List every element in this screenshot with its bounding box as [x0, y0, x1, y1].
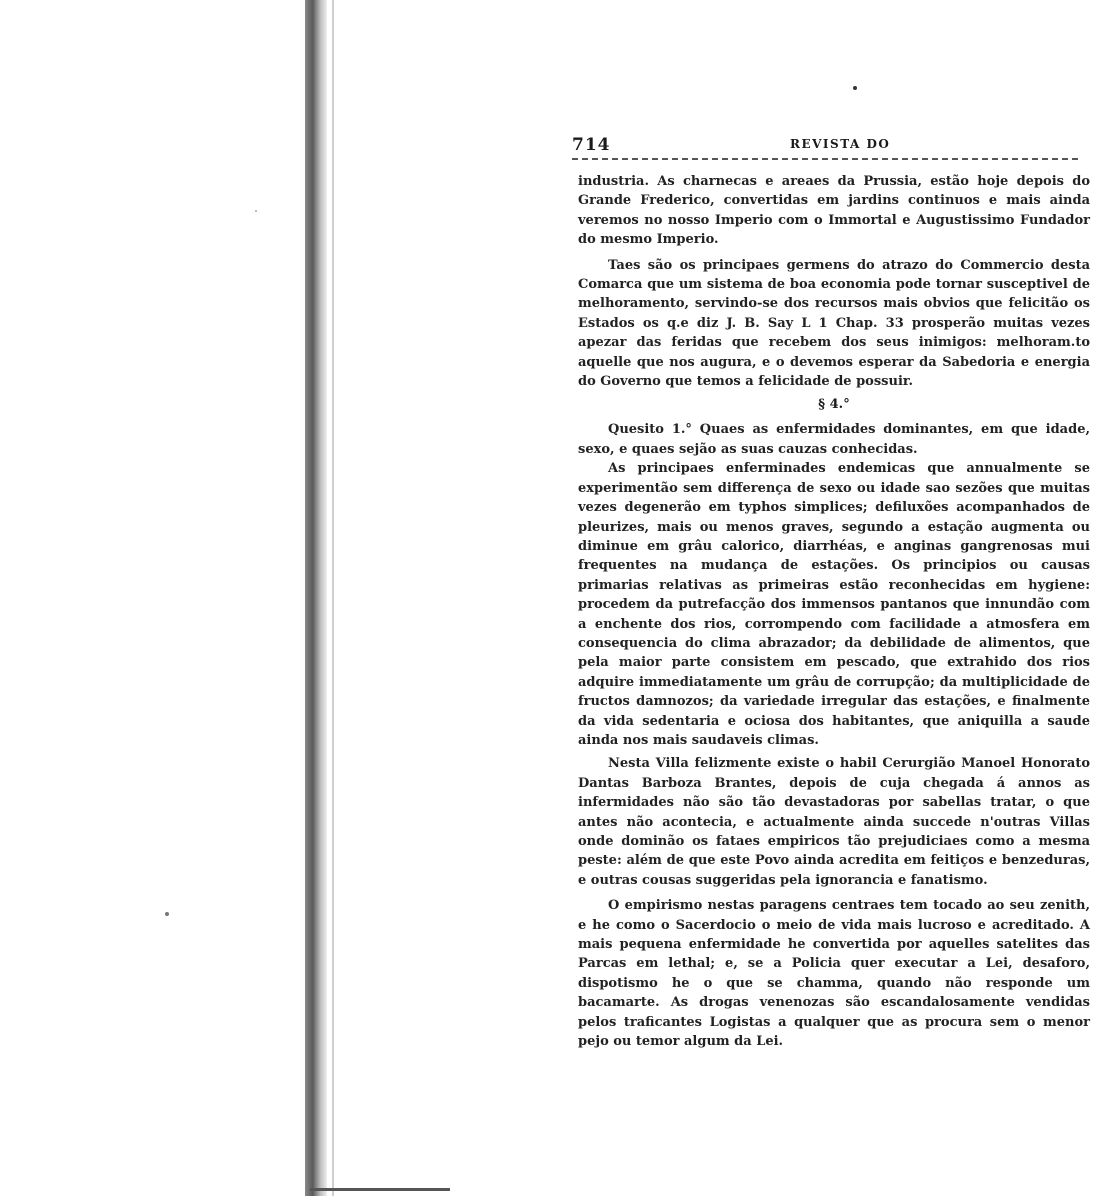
ink-speck [255, 210, 257, 212]
page-number: 714 [572, 135, 611, 155]
paragraph: Taes são os principaes germens do atrazo do Commercio desta Comarca que um sistema de boa economia pode tornar susceptivel de melhoramento, servindo-se dos recursos mais obvios que felicitão os Estados os q.e diz J. B. Say L 1 Chap. 33 prosperão muitas vezes apezar das feridas que recebem dos seus inimigos: melhoram.to aquelle que nos augura, e o devemos esperar da Sabedoria e energia do Governo que temos a felicidade de possuir. [578, 257, 1090, 390]
gutter-line [332, 0, 334, 1196]
header-rule [572, 158, 1078, 160]
bottom-edge-mark [310, 1188, 450, 1191]
paragraph: Quesito 1.° Quaes as enfermidades dominantes, em que idade, sexo, e quaes sejão as suas cauzas conhecidas. [578, 422, 1090, 457]
running-title: REVISTA DO [790, 137, 891, 151]
ink-speck [853, 86, 857, 90]
page-body [578, 172, 1090, 1051]
paragraph: industria. As charnecas e areaes da Prussia, estão hoje depois do Grande Frederico, convertidas em jardins continuos e mais ainda veremos no nosso Imperio com o Immortal e Augustissimo Fundador do mesmo Imperio. [578, 174, 1090, 248]
paragraph: As principaes enferminades endemicas que annualmente se experimentão sem differença de sexo ou idade sao sezões que muitas vezes degenerão em typhos simplices; defiluxões acompanhados de pleurizes, mais ou menos graves, segundo a estação augmenta ou diminue em grâu calorico, diarrhéas, e anginas gangrenosas mui frequentes na mudança de estações. Os principios ou causas primarias relativas as primeiras estão reconhecidas em hygiene: procedem da putrefacção dos immensos pantanos que innundão com a enchente dos rios, corrompendo com facilidade a atmosfera em consequencia do clima abrazador; da debilidade de alimentos, que pela maior parte consistem em pescado, que extrahido dos rios adquire immediatamente um grâu de corrupção; da multiplicidade de fructos damnozos; da variedade irregular das estações, e finalmente da vida sedentaria e ociosa dos habitantes, que aniquilla a saude ainda nos mais saudaveis climas. [578, 461, 1090, 748]
paragraph: Nesta Villa felizmente existe o habil Cerurgião Manoel Honorato Dantas Barboza Brantes, depois de cuja chegada á annos as infermidades não são tão devastadoras por sabellas tratar, o que antes não acontecia, e actualmente ainda succede n'outras Villas onde dominão os fataes empiricos tão prejudiciaes como a mesma peste: além de que este Povo ainda acredita em feitiços e benzeduras, e outras cousas suggeridas pela ignorancia e fanatismo. [578, 756, 1090, 888]
binding-gutter [305, 0, 327, 1196]
ink-speck [165, 912, 169, 916]
page-header [572, 135, 1078, 155]
section-heading: § 4.° [818, 397, 850, 413]
paragraph: O empirismo nestas paragens centraes tem tocado ao seu zenith, e he como o Sacerdocio o meio de vida mais lucroso e acreditado. A mais pequena enfermidade he convertida por aquelles satelites das Parcas em lethal; e, se a Policia quer executar a Lei, desaforo, dispotismo he o que se chamma, quando não responde um bacamarte. As drogas venenozas são escandalosamente vendidas pelos traficantes Logistas a qualquer que as procura sem o menor pejo ou temor algum da Lei. [578, 898, 1090, 1050]
